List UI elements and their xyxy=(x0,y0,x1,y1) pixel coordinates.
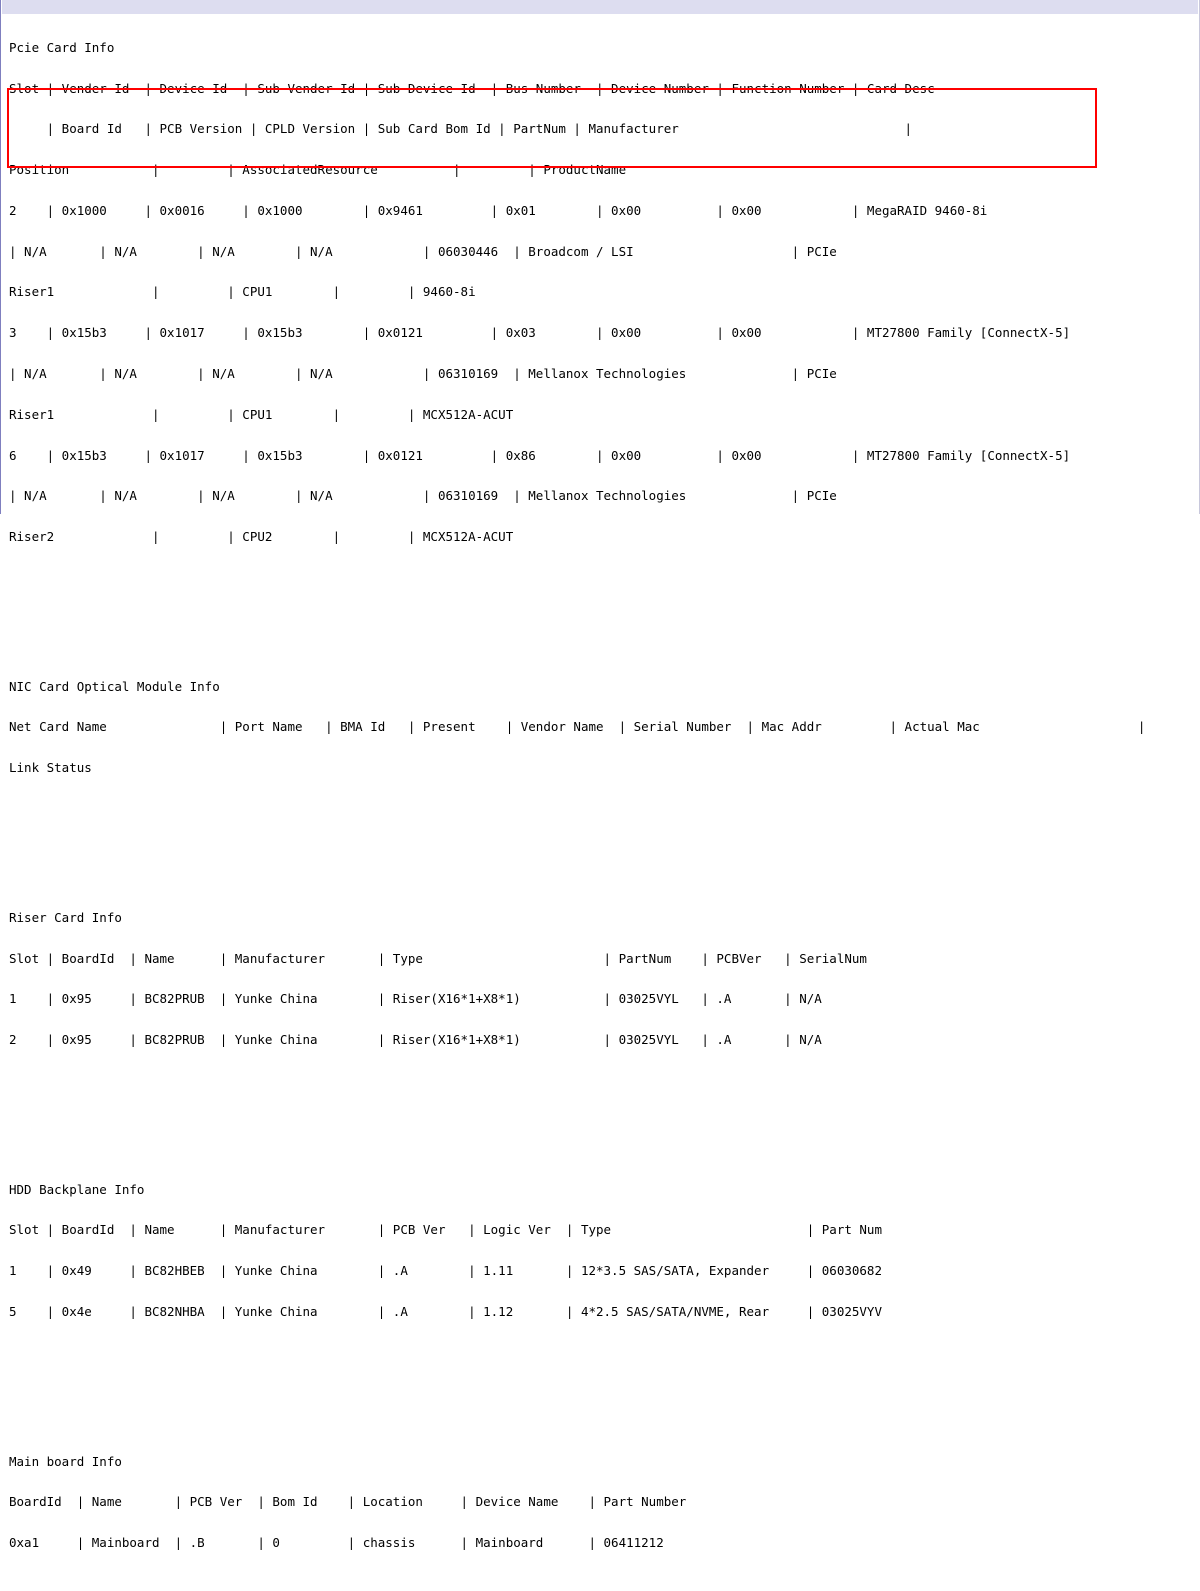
blank-line xyxy=(9,1088,1145,1102)
riser-row: 2 | 0x95 | BC82PRUB | Yunke China | Riser(X16*1+X8*1) | 03025VYL | .A | N/A xyxy=(9,1032,822,1048)
section-title-hdd: HDD Backplane Info xyxy=(9,1181,145,1197)
hdd-row: 1 | 0x49 | BC82HBEB | Yunke China | .A | 1.11 | 12*3.5 SAS/SATA, Expander | 06030682 xyxy=(9,1263,882,1279)
section-title-riser: Riser Card Info xyxy=(9,909,122,925)
blank-line xyxy=(9,1128,1145,1142)
pcie-header-line: Position | | AssociatedResource | | ProductName xyxy=(9,162,627,178)
blank-line xyxy=(9,816,1145,830)
pcie-header-line: Slot | Vender Id | Device Id | Sub Vender Id | Sub Device Id | Bus Number | Device Number | Function Number | Card Desc xyxy=(9,80,935,96)
pcie-header-line: | Board Id | PCB Version | CPLD Version | Sub Card Bom Id | PartNum | Manufacturer | xyxy=(9,121,913,137)
mainboard-row: 0xa1 | Mainboard | .B | 0 | chassis | Mainboard | 06411212 xyxy=(9,1535,664,1551)
pcie-row: 6 | 0x15b3 | 0x1017 | 0x15b3 | 0x0121 | 0x86 | 0x00 | 0x00 | MT27800 Family [ConnectX-5] xyxy=(9,447,1071,463)
riser-row: 1 | 0x95 | BC82PRUB | Yunke China | Riser(X16*1+X8*1) | 03025VYL | .A | N/A xyxy=(9,991,822,1007)
nic-header-line: Net Card Name | Port Name | BMA Id | Present | Vendor Name | Serial Number | Mac Addr | Actual Mac | xyxy=(9,719,1146,735)
blank-line xyxy=(9,625,1145,639)
pcie-row: | N/A | N/A | N/A | N/A | 06310169 | Mellanox Technologies | PCIe xyxy=(9,488,837,504)
hdd-row: 5 | 0x4e | BC82NHBA | Yunke China | .A | 1.12 | 4*2.5 SAS/SATA/NVME, Rear | 03025VYV xyxy=(9,1304,882,1319)
hdd-header-line: Slot | BoardId | Name | Manufacturer | PCB Ver | Logic Ver | Type | Part Num xyxy=(9,1222,882,1238)
terminal-output xyxy=(9,0,1145,1590)
section-title-mainboard: Main board Info xyxy=(9,1453,122,1469)
pcie-row: 3 | 0x15b3 | 0x1017 | 0x15b3 | 0x0121 | 0x03 | 0x00 | 0x00 | MT27800 Family [ConnectX-5] xyxy=(9,325,1071,341)
blank-line xyxy=(9,1359,1145,1373)
mainboard-header-line: BoardId | Name | PCB Ver | Bom Id | Location | Device Name | Part Number xyxy=(9,1494,687,1510)
pcie-row: Riser2 | | CPU2 | | MCX512A-ACUT xyxy=(9,529,514,545)
nic-header-line: Link Status xyxy=(9,760,92,776)
pcie-row: Riser1 | | CPU1 | | MCX512A-ACUT xyxy=(9,406,514,422)
pcie-row: | N/A | N/A | N/A | N/A | 06030446 | Broadcom / LSI | PCIe xyxy=(9,243,837,259)
blank-line xyxy=(9,585,1145,599)
section-title-nic: NIC Card Optical Module Info xyxy=(9,678,220,694)
blank-line xyxy=(9,1400,1145,1414)
pcie-row: | N/A | N/A | N/A | N/A | 06310169 | Mellanox Technologies | PCIe xyxy=(9,366,837,382)
riser-header-line: Slot | BoardId | Name | Manufacturer | Type | PartNum | PCBVer | SerialNum xyxy=(9,950,867,966)
pcie-row: Riser1 | | CPU1 | | 9460-8i xyxy=(9,284,476,300)
pcie-row: 2 | 0x1000 | 0x0016 | 0x1000 | 0x9461 | 0x01 | 0x00 | 0x00 | MegaRAID 9460-8i xyxy=(9,202,988,218)
blank-line xyxy=(9,856,1145,870)
section-title-pcie: Pcie Card Info xyxy=(9,39,115,55)
